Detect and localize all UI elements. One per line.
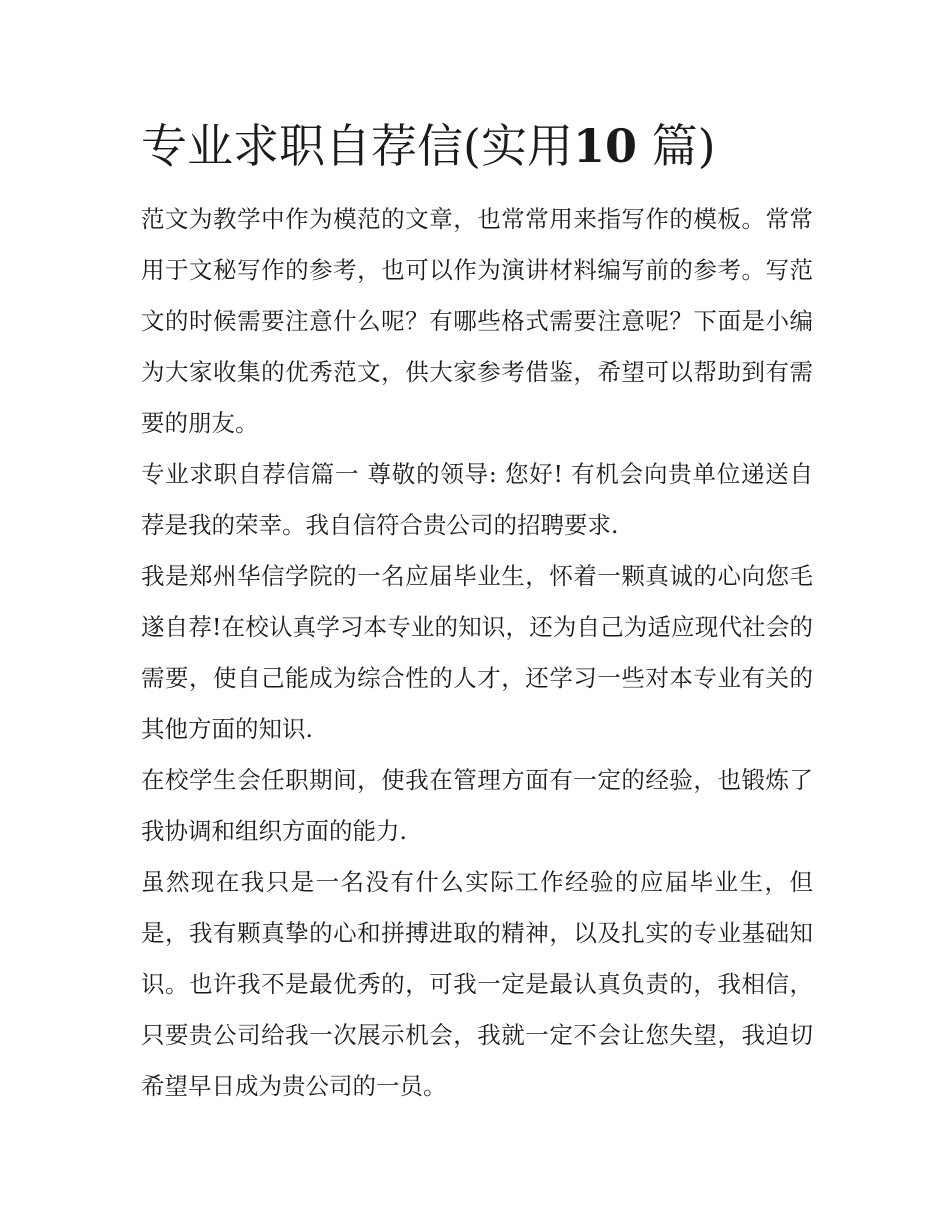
salutation-paragraph: 专业求职自荐信篇一 尊敬的领导: 您好! 有机会向贵单位递送自荐是我的荣幸。我自信符合贵公司的招聘要求. [141,460,813,539]
title-number: 10 [572,119,637,173]
title-prefix: 专业求职自荐信(实用 [141,119,573,173]
document-title [141,112,813,180]
education-paragraph: 我是郑州华信学院的一名应届毕业生，怀着一颗真诚的心向您毛遂自荐!在校认真学习本专业的知识，还为自己为适应现代社会的需要，使自己能成为综合性的人才，还学习一些对本专业有关的其他方面的知识. [141,562,813,743]
document-body [141,112,813,1112]
student-union-paragraph: 在校学生会任职期间，使我在管理方面有一定的经验，也锻炼了 我协调和组织方面的能力. [141,766,813,845]
intro-paragraph: 范文为教学中作为模范的文章，也常常用来指写作的模板。常常用于文秘写作的参考，也可以作为演讲材料编写前的参考。写范文的时候需要注意什么呢？有哪些格式需要注意呢？下面是小编为大家收集的优秀范文，供大家参考借鉴，希望可以帮助到有需要的朋友。 [141,205,813,437]
title-suffix: 篇) [651,119,716,173]
closing-paragraph: 虽然现在我只是一名没有什么实际工作经验的应届毕业生，但是，我有颗真挚的心和拼搏进取的精神，以及扎实的专业基础知识。也许我不是最优秀的，可我一定是最认真负责的，我相信，只要贵公司给我一次展示机会，我就一定不会让您失望，我迫切希望早日成为贵公司的一员。 [141,868,813,1100]
